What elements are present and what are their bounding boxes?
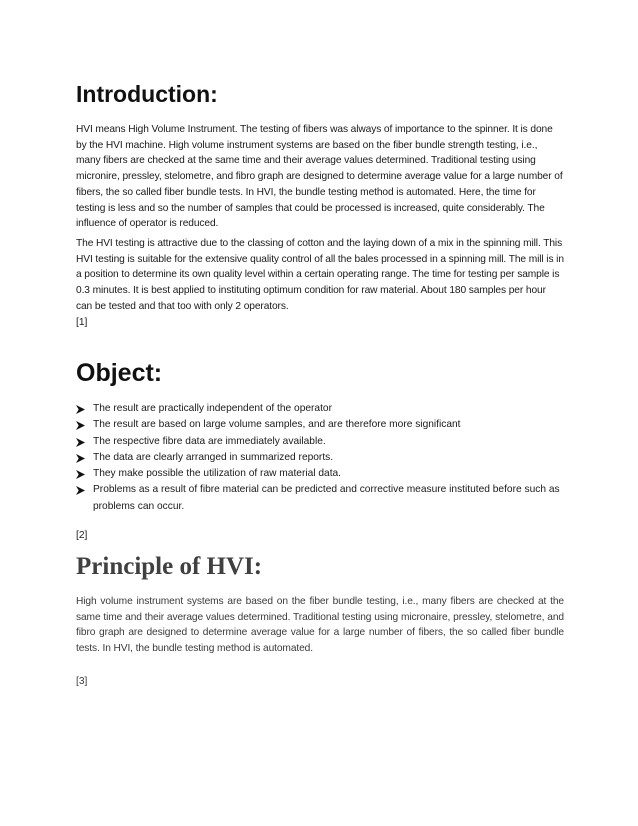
object-reference: [2] (76, 530, 88, 541)
introduction-heading: Introduction: (76, 81, 218, 107)
arrowhead-bullet-icon (76, 486, 85, 495)
introduction-paragraph-2: The HVI testing is attractive due to the classing of cotton and the laying down of a mix in the spinning mill. This HVI testing is suitable for the extensive quality control of all the bales processed in a spinning mill. The mill is in a position to determine its own quality level within a certain operating range. The time for testing per sample is 0.3 minutes. It is best applied to instituting optimum condition for raw material. About 180 samples per hour can be tested and that too with only 2 operators. (76, 238, 564, 312)
object-list (76, 401, 564, 515)
principle-paragraph: High volume instrument systems are based on the fiber bundle testing, i.e., many fibers are checked at the same time and their average values determined. Traditional testing using micronaire, pressley, stelometre, and fibro graph are designed to determine average value for a large number of fibers, the so called fiber bundle tests. In HVI, the bundle testing method is automated. (76, 596, 564, 654)
object-item-text: Problems as a result of fibre material can be predicted and corrective measure instituted before such as problems can occur. (93, 484, 560, 512)
arrowhead-bullet-icon (76, 421, 85, 430)
object-list-item (76, 434, 564, 450)
object-item-text: The respective fibre data are immediately available. (93, 435, 326, 447)
object-list-item (76, 482, 564, 515)
object-item-text: The result are based on large volume samples, and are therefore more significant (93, 419, 461, 431)
object-item-text: The result are practically independent of the operator (93, 403, 332, 414)
principle-reference: [3] (76, 676, 88, 687)
principle-heading: Principle of HVI: (76, 553, 263, 580)
introduction-reference: [1] (76, 317, 88, 328)
object-list-item (76, 466, 564, 482)
arrowhead-bullet-icon (76, 405, 85, 414)
arrowhead-bullet-icon (76, 454, 85, 463)
arrowhead-bullet-icon (76, 470, 85, 479)
object-list-item (76, 417, 564, 433)
object-item-text: They make possible the utilization of raw material data. (93, 468, 342, 480)
object-heading: Object: (76, 359, 163, 387)
object-item-text: The data are clearly arranged in summarized reports. (93, 451, 334, 463)
arrowhead-bullet-icon (76, 438, 85, 447)
object-list-item (76, 450, 564, 466)
introduction-paragraph-1: HVI means High Volume Instrument. The testing of fibers was always of importance to the spinner. It is done by the HVI machine. High volume instrument systems are based on the fiber bundle strength testing, i.e., many fibers are checked at the same time and their average values determined. Traditional testing using micronire, pressley, stelometre, and fibro graph are designed to determine average value for a large number of fibers, the so called fiber bundle tests. In HVI, the bundle testing method is automated. Here, the time for testing is less and so the number of samples that could be processed is increased, quite considerably. The influence of operator is reduced. (76, 124, 563, 230)
object-list-item (76, 401, 564, 417)
